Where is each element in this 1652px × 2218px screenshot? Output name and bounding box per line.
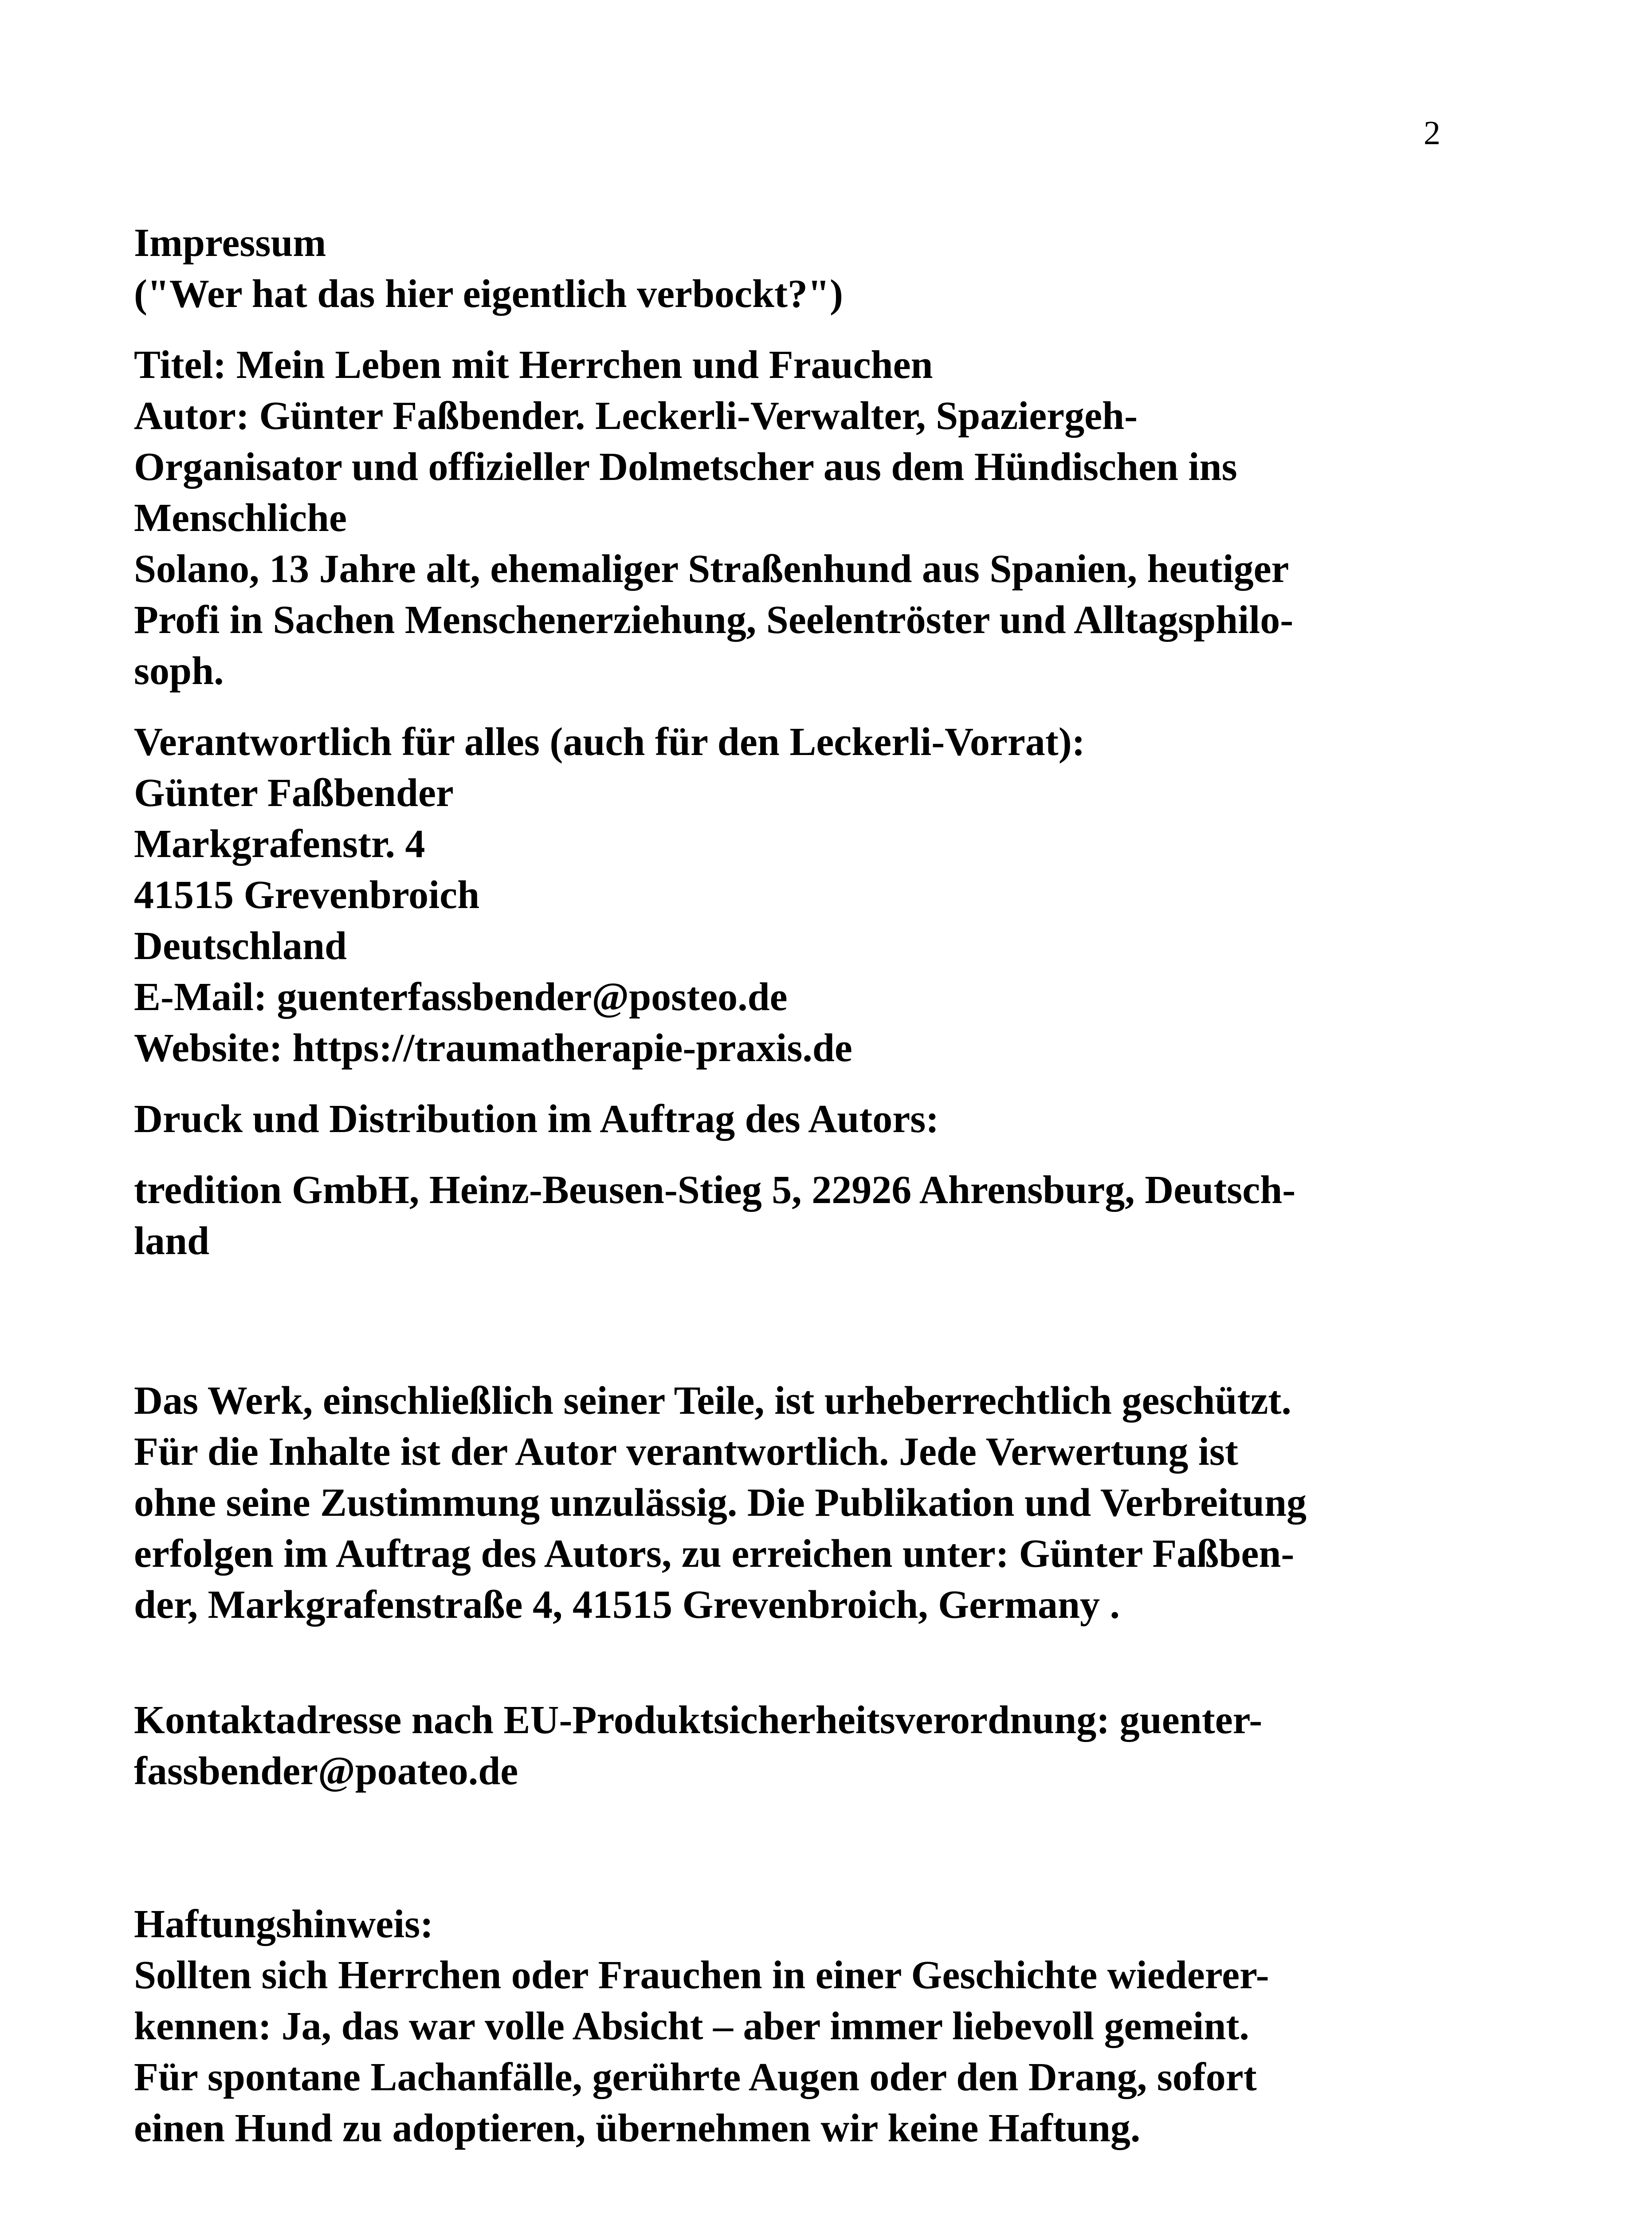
responsible-block <box>134 716 1456 1074</box>
copyright-line: der, Markgrafenstraße 4, 41515 Grevenbroich, Germany . <box>134 1583 1120 1627</box>
author-line: Profi in Sachen Menschenerziehung, Seelentröster und Alltagsphilo- <box>134 598 1294 642</box>
responsible-name: Günter Faßbender <box>134 771 454 815</box>
author-line: Autor: Günter Faßbender. Leckerli-Verwalter, Spaziergeh- <box>134 394 1138 438</box>
impressum-content <box>134 217 1456 2154</box>
liability-line: Für spontane Lachanfälle, gerührte Augen oder den Drang, sofort <box>134 2055 1257 2099</box>
author-line: Organisator und offizieller Dolmetscher aus dem Hündischen ins <box>134 445 1237 489</box>
liability-heading: Haftungshinweis: <box>134 1902 434 1946</box>
responsible-website: Website: https://traumatherapie-praxis.de <box>134 1026 852 1070</box>
copyright-block <box>134 1375 1456 1630</box>
liability-line: einen Hund zu adoptieren, übernehmen wir keine Haftung. <box>134 2106 1141 2150</box>
print-heading-block <box>134 1093 1456 1144</box>
responsible-heading: Verantwortlich für alles (auch für den Leckerli-Vorrat): <box>134 720 1085 764</box>
liability-line: Sollten sich Herrchen oder Frauchen in einer Geschichte wiederer- <box>134 1953 1269 1997</box>
print-address-line: tredition GmbH, Heinz-Beusen-Stieg 5, 22926 Ahrensburg, Deutsch- <box>134 1168 1296 1212</box>
copyright-line: Das Werk, einschließlich seiner Teile, ist urheberrechtlich geschützt. <box>134 1379 1291 1423</box>
impressum-heading-block <box>134 217 1456 319</box>
responsible-city: 41515 Grevenbroich <box>134 873 480 917</box>
contact-line: Kontaktadresse nach EU-Produktsicherheitsverordnung: guenter- <box>134 1698 1263 1742</box>
print-heading: Druck und Distribution im Auftrag des Autors: <box>134 1097 939 1141</box>
responsible-street: Markgrafenstr. 4 <box>134 822 425 866</box>
contact-line: fassbender@poateo.de <box>134 1749 518 1793</box>
copyright-line: erfolgen im Auftrag des Autors, zu erreichen unter: Günter Faßben- <box>134 1532 1295 1576</box>
author-line: Menschliche <box>134 496 347 540</box>
responsible-country: Deutschland <box>134 924 347 968</box>
page-number: 2 <box>1424 114 1440 152</box>
print-address-block <box>134 1164 1456 1266</box>
author-line: soph. <box>134 649 224 693</box>
copyright-line: ohne seine Zustimmung unzulässig. Die Publikation und Verbreitung <box>134 1481 1307 1525</box>
title-line: Titel: Mein Leben mit Herrchen und Frauchen <box>134 343 933 387</box>
copyright-line: Für die Inhalte ist der Autor verantwortlich. Jede Verwertung ist <box>134 1430 1238 1474</box>
print-address-line: land <box>134 1219 210 1263</box>
contact-block <box>134 1695 1456 1797</box>
title-block <box>134 339 1456 696</box>
impressum-subheading: ("Wer hat das hier eigentlich verbockt?") <box>134 272 843 316</box>
author-line: Solano, 13 Jahre alt, ehemaliger Straßenhund aus Spanien, heutiger <box>134 547 1289 591</box>
responsible-email: E-Mail: guenterfassbender@posteo.de <box>134 975 788 1019</box>
liability-line: kennen: Ja, das war volle Absicht – aber immer liebevoll gemeint. <box>134 2004 1249 2048</box>
liability-block <box>134 1899 1456 2154</box>
impressum-heading: Impressum <box>134 221 326 265</box>
